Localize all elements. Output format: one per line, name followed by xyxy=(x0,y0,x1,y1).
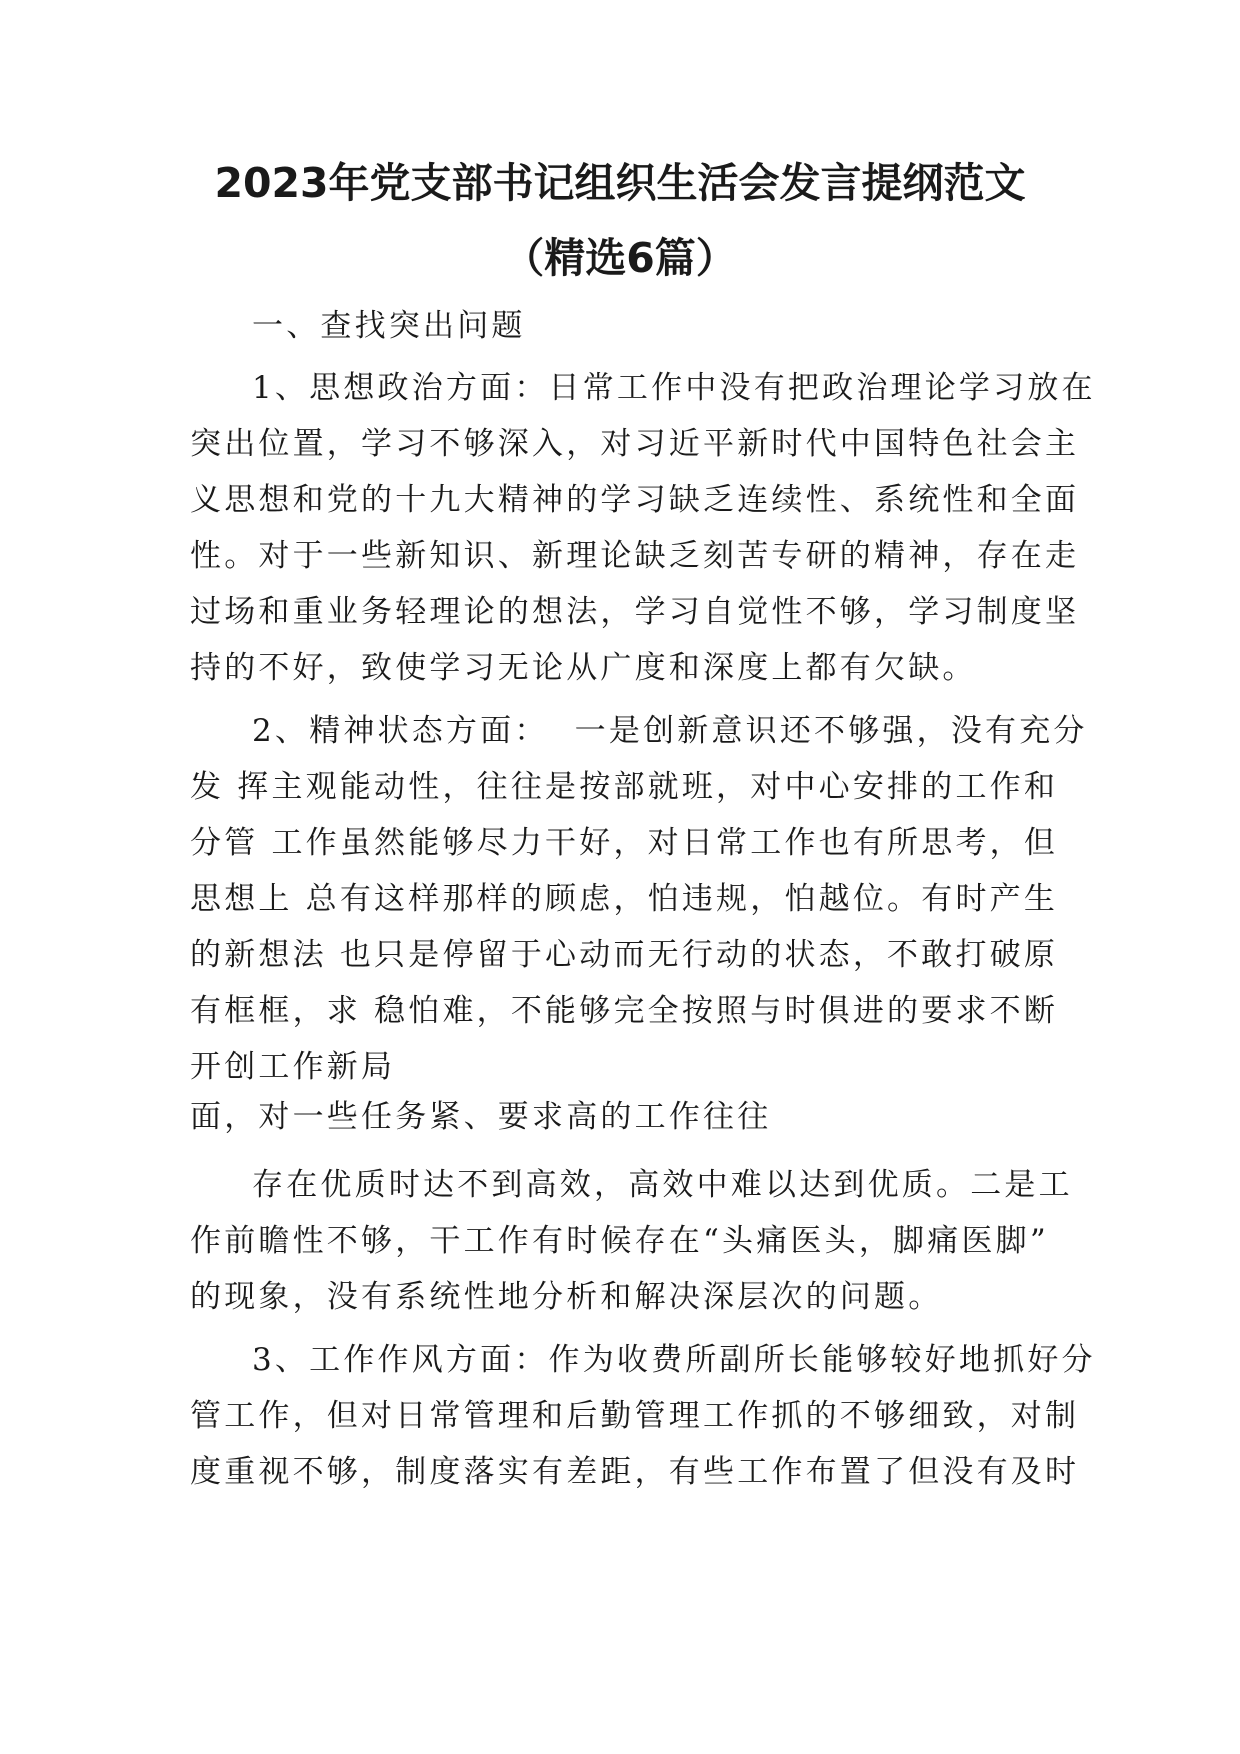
text-line: 的现象，没有系统性地分析和解决深层次的问题。 xyxy=(190,1279,943,1315)
section-heading: 一、查找突出问题 xyxy=(252,308,526,344)
text-line: 2、精神状态方面： 一是创新意识还不够强，没有充分 xyxy=(252,713,1088,749)
text-line: 义思想和党的十九大精神的学习缺乏连续性、系统性和全面 xyxy=(190,482,1080,518)
text-line: 的新想法 也只是停留于心动而无行动的状态，不敢打破原 xyxy=(190,937,1059,973)
text-line: 开创工作新局 xyxy=(190,1049,396,1085)
document-title: 2023年党支部书记组织生活会发言提纲范文 xyxy=(214,159,1026,207)
document-subtitle: （精选6篇） xyxy=(503,234,737,282)
text-line: 思想上 总有这样那样的顾虑，怕违规，怕越位。有时产生 xyxy=(190,881,1059,917)
text-line: 1、思想政治方面：日常工作中没有把政治理论学习放在 xyxy=(252,370,1096,406)
text-line: 有框框，求 稳怕难，不能够完全按照与时俱进的要求不断 xyxy=(190,993,1059,1029)
text-line: 发 挥主观能动性，往往是按部就班，对中心安排的工作和 xyxy=(190,769,1059,805)
text-line: 作前瞻性不够，干工作有时候存在“头痛医头，脚痛医脚” xyxy=(190,1223,1049,1259)
text-line: 度重视不够，制度落实有差距，有些工作布置了但没有及时 xyxy=(190,1454,1080,1490)
text-line: 3、工作作风方面：作为收费所副所长能够较好地抓好分 xyxy=(252,1342,1096,1378)
text-line: 持的不好，致使学习无论从广度和深度上都有欠缺。 xyxy=(190,650,977,686)
text-line: 过场和重业务轻理论的想法，学习自觉性不够，学习制度坚 xyxy=(190,594,1080,630)
text-line: 突出位置，学习不够深入，对习近平新时代中国特色社会主 xyxy=(190,426,1080,462)
text-line: 管工作，但对日常管理和后勤管理工作抓的不够细致，对制 xyxy=(190,1398,1080,1434)
text-line: 性。对于一些新知识、新理论缺乏刻苦专研的精神，存在走 xyxy=(190,538,1080,574)
text-line: 面，对一些任务紧、要求高的工作往往 xyxy=(190,1099,772,1135)
text-line: 分管 工作虽然能够尽力干好，对日常工作也有所思考，但 xyxy=(190,825,1059,861)
text-line: 存在优质时达不到高效，高效中难以达到优质。二是工 xyxy=(252,1167,1073,1203)
